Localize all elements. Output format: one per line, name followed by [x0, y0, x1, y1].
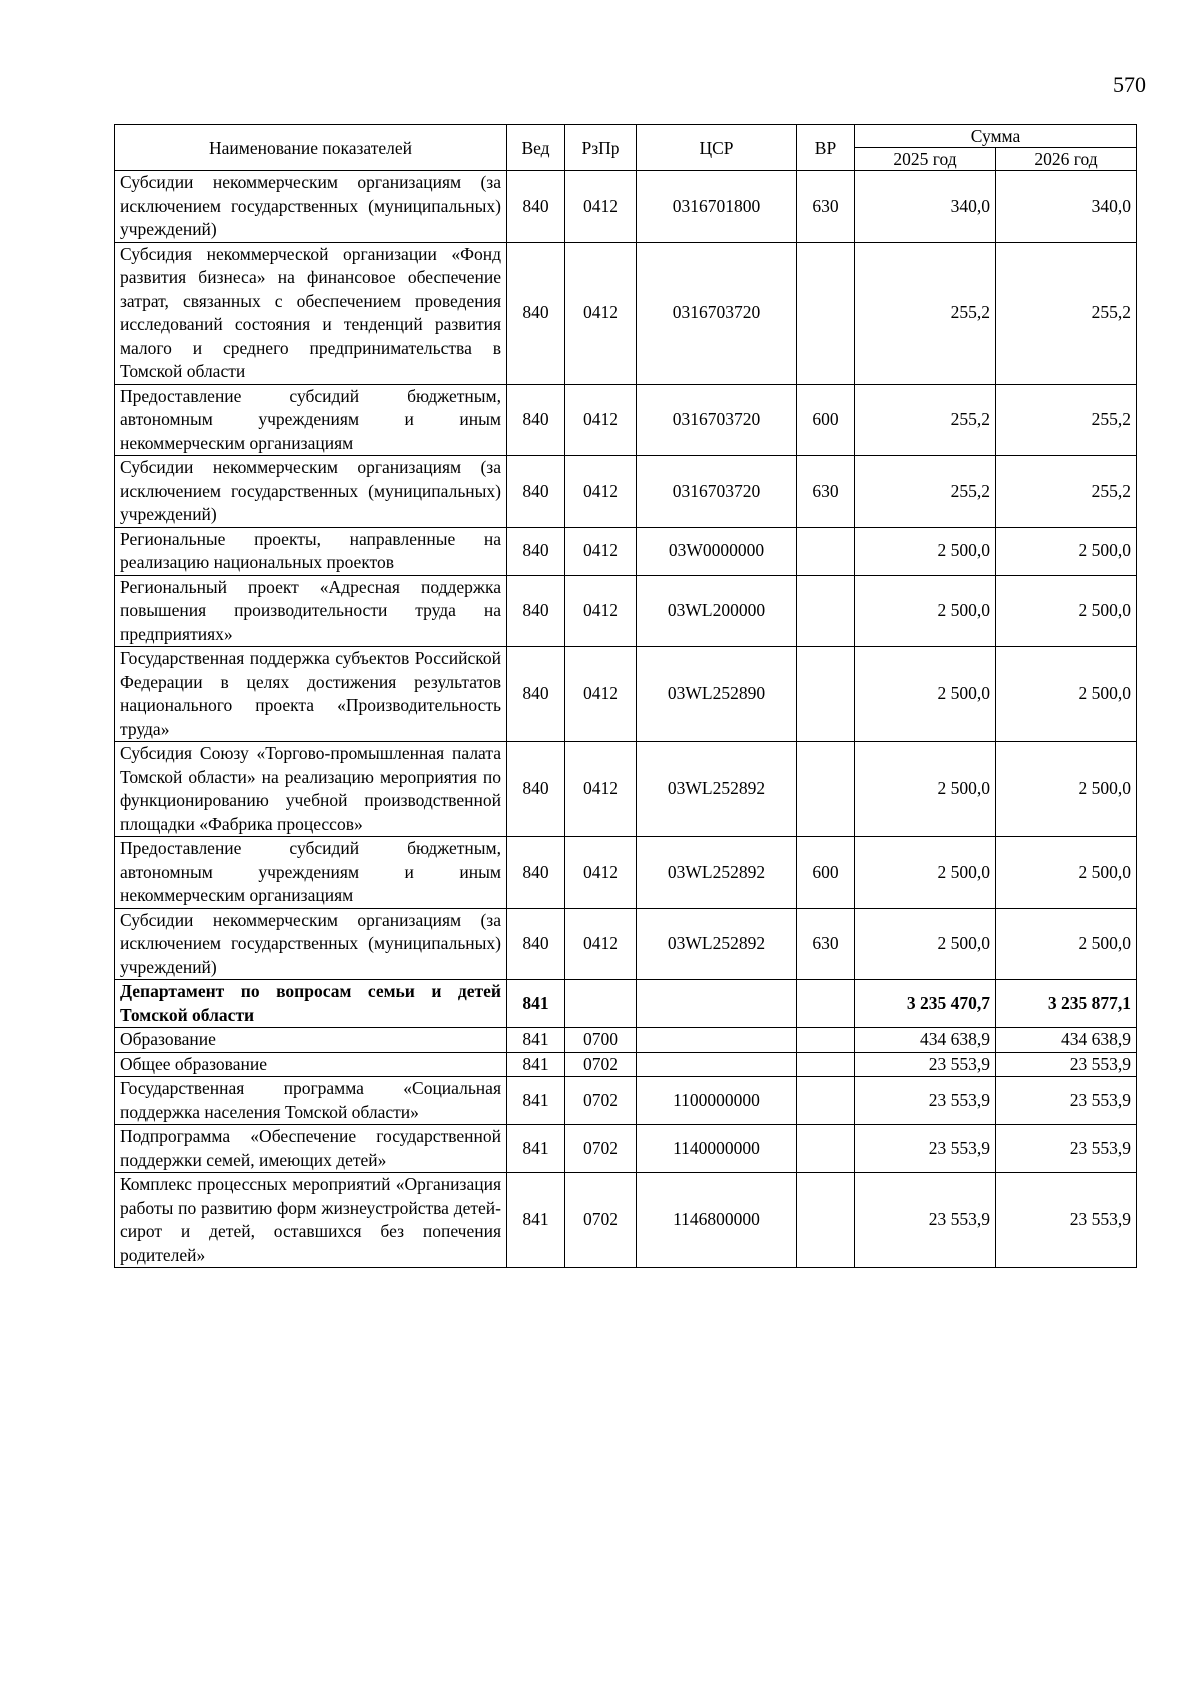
cell-ved: 841 — [507, 1173, 565, 1268]
table-row — [115, 647, 1137, 742]
cell-sum-2025: 255,2 — [855, 384, 996, 456]
cell-csr: 03WL252890 — [637, 647, 797, 742]
cell-sum-2025: 434 638,9 — [855, 1028, 996, 1053]
cell-vr — [797, 575, 855, 647]
cell-csr: 1140000000 — [637, 1125, 797, 1173]
table-body — [115, 171, 1137, 1268]
cell-sum-2025: 23 553,9 — [855, 1173, 996, 1268]
table-row — [115, 980, 1137, 1028]
cell-rzpr: 0412 — [565, 575, 637, 647]
cell-sum-2026: 23 553,9 — [996, 1077, 1137, 1125]
table-row — [115, 1077, 1137, 1125]
cell-name: Субсидия Союзу «Торгово-промышленная палата Томской области» на реализацию мероприятия по функционированию учебной производственной площадки «Фабрика процессов» — [115, 742, 507, 837]
cell-csr: 03WL252892 — [637, 908, 797, 980]
cell-name: Государственная поддержка субъектов Российской Федерации в целях достижения результатов национального проекта «Производительность труда» — [115, 647, 507, 742]
cell-sum-2026: 2 500,0 — [996, 647, 1137, 742]
cell-vr — [797, 242, 855, 384]
cell-rzpr: 0412 — [565, 384, 637, 456]
cell-rzpr: 0412 — [565, 242, 637, 384]
cell-name: Общее образование — [115, 1052, 507, 1077]
header-vr: ВР — [797, 125, 855, 171]
header-sum: Сумма — [855, 125, 1137, 148]
cell-csr: 0316703720 — [637, 456, 797, 528]
cell-rzpr: 0412 — [565, 742, 637, 837]
cell-rzpr: 0412 — [565, 456, 637, 528]
cell-ved: 840 — [507, 647, 565, 742]
cell-sum-2026: 2 500,0 — [996, 575, 1137, 647]
cell-rzpr: 0412 — [565, 837, 637, 909]
cell-vr: 600 — [797, 384, 855, 456]
header-rzpr: РзПр — [565, 125, 637, 171]
cell-sum-2025: 2 500,0 — [855, 908, 996, 980]
table-row — [115, 1052, 1137, 1077]
cell-ved: 841 — [507, 980, 565, 1028]
cell-ved: 840 — [507, 908, 565, 980]
table-row — [115, 384, 1137, 456]
cell-sum-2026: 3 235 877,1 — [996, 980, 1137, 1028]
table-row — [115, 908, 1137, 980]
cell-sum-2025: 2 500,0 — [855, 527, 996, 575]
cell-name: Региональные проекты, направленные на реализацию национальных проектов — [115, 527, 507, 575]
cell-name: Субсидия некоммерческой организации «Фонд развития бизнеса» на финансовое обеспечение затрат, связанных с обеспечением проведения исследований состояния и тенденций развития малого и среднего предпринимательства в Томской области — [115, 242, 507, 384]
cell-ved: 841 — [507, 1125, 565, 1173]
cell-sum-2025: 3 235 470,7 — [855, 980, 996, 1028]
cell-rzpr: 0412 — [565, 647, 637, 742]
cell-sum-2026: 23 553,9 — [996, 1125, 1137, 1173]
cell-sum-2026: 2 500,0 — [996, 837, 1137, 909]
cell-ved: 840 — [507, 527, 565, 575]
table-row — [115, 171, 1137, 243]
cell-sum-2026: 434 638,9 — [996, 1028, 1137, 1053]
cell-sum-2026: 23 553,9 — [996, 1173, 1137, 1268]
cell-ved: 841 — [507, 1052, 565, 1077]
cell-name: Предоставление субсидий бюджетным, автономным учреждениям и иным некоммерческим организациям — [115, 837, 507, 909]
cell-rzpr: 0700 — [565, 1028, 637, 1053]
table-header — [115, 125, 1137, 171]
cell-csr: 0316703720 — [637, 384, 797, 456]
cell-name: Комплекс процессных мероприятий «Организация работы по развитию форм жизнеустройства детей-сирот и детей, оставшихся без попечения родителей» — [115, 1173, 507, 1268]
cell-csr: 0316703720 — [637, 242, 797, 384]
cell-rzpr: 0702 — [565, 1077, 637, 1125]
cell-vr — [797, 980, 855, 1028]
cell-sum-2025: 2 500,0 — [855, 647, 996, 742]
cell-csr: 03WL252892 — [637, 837, 797, 909]
cell-name: Департамент по вопросам семьи и детей Томской области — [115, 980, 507, 1028]
cell-csr — [637, 980, 797, 1028]
cell-csr: 1146800000 — [637, 1173, 797, 1268]
cell-name: Предоставление субсидий бюджетным, автономным учреждениям и иным некоммерческим организациям — [115, 384, 507, 456]
cell-csr — [637, 1028, 797, 1053]
cell-vr — [797, 1028, 855, 1053]
cell-vr — [797, 1052, 855, 1077]
cell-name: Государственная программа «Социальная поддержка населения Томской области» — [115, 1077, 507, 1125]
table-row — [115, 575, 1137, 647]
table-row — [115, 242, 1137, 384]
cell-sum-2026: 340,0 — [996, 171, 1137, 243]
cell-sum-2025: 23 553,9 — [855, 1077, 996, 1125]
cell-sum-2025: 2 500,0 — [855, 742, 996, 837]
cell-csr: 03W0000000 — [637, 527, 797, 575]
page-number: 570 — [1113, 72, 1146, 97]
cell-sum-2026: 255,2 — [996, 384, 1137, 456]
cell-sum-2026: 23 553,9 — [996, 1052, 1137, 1077]
cell-rzpr: 0702 — [565, 1173, 637, 1268]
cell-vr: 630 — [797, 908, 855, 980]
cell-vr — [797, 1173, 855, 1268]
cell-ved: 840 — [507, 456, 565, 528]
cell-vr — [797, 647, 855, 742]
table-row — [115, 456, 1137, 528]
cell-sum-2026: 255,2 — [996, 456, 1137, 528]
cell-name: Субсидии некоммерческим организациям (за исключением государственных (муниципальных) учреждений) — [115, 171, 507, 243]
cell-csr: 1100000000 — [637, 1077, 797, 1125]
cell-rzpr: 0412 — [565, 527, 637, 575]
table-row — [115, 837, 1137, 909]
cell-ved: 840 — [507, 742, 565, 837]
cell-rzpr — [565, 980, 637, 1028]
cell-name: Региональный проект «Адресная поддержка повышения производительности труда на предприятиях» — [115, 575, 507, 647]
header-ved: Вед — [507, 125, 565, 171]
cell-sum-2026: 2 500,0 — [996, 527, 1137, 575]
cell-ved: 840 — [507, 242, 565, 384]
header-name: Наименование показателей — [115, 125, 507, 171]
cell-rzpr: 0412 — [565, 908, 637, 980]
cell-name: Субсидии некоммерческим организациям (за исключением государственных (муниципальных) учреждений) — [115, 456, 507, 528]
cell-name: Субсидии некоммерческим организациям (за исключением государственных (муниципальных) учреждений) — [115, 908, 507, 980]
cell-sum-2025: 2 500,0 — [855, 837, 996, 909]
cell-ved: 841 — [507, 1077, 565, 1125]
cell-ved: 840 — [507, 837, 565, 909]
cell-csr: 03WL252892 — [637, 742, 797, 837]
budget-table — [114, 124, 1137, 1268]
cell-csr — [637, 1052, 797, 1077]
cell-rzpr: 0412 — [565, 171, 637, 243]
cell-sum-2026: 255,2 — [996, 242, 1137, 384]
header-csr: ЦСР — [637, 125, 797, 171]
header-year-2026: 2026 год — [996, 148, 1137, 171]
cell-name: Подпрограмма «Обеспечение государственной поддержки семей, имеющих детей» — [115, 1125, 507, 1173]
cell-vr: 600 — [797, 837, 855, 909]
cell-rzpr: 0702 — [565, 1052, 637, 1077]
table-row — [115, 1125, 1137, 1173]
cell-sum-2025: 23 553,9 — [855, 1052, 996, 1077]
table-row — [115, 1028, 1137, 1053]
cell-vr: 630 — [797, 456, 855, 528]
cell-sum-2026: 2 500,0 — [996, 908, 1137, 980]
cell-vr: 630 — [797, 171, 855, 243]
cell-sum-2025: 23 553,9 — [855, 1125, 996, 1173]
cell-vr — [797, 742, 855, 837]
cell-sum-2025: 255,2 — [855, 456, 996, 528]
table-row — [115, 1173, 1137, 1268]
cell-csr: 0316701800 — [637, 171, 797, 243]
table-row — [115, 742, 1137, 837]
header-year-2025: 2025 год — [855, 148, 996, 171]
cell-ved: 840 — [507, 171, 565, 243]
cell-rzpr: 0702 — [565, 1125, 637, 1173]
cell-vr — [797, 527, 855, 575]
cell-sum-2025: 255,2 — [855, 242, 996, 384]
cell-name: Образование — [115, 1028, 507, 1053]
cell-ved: 840 — [507, 575, 565, 647]
cell-vr — [797, 1125, 855, 1173]
cell-vr — [797, 1077, 855, 1125]
cell-ved: 840 — [507, 384, 565, 456]
cell-sum-2026: 2 500,0 — [996, 742, 1137, 837]
table-row — [115, 527, 1137, 575]
cell-sum-2025: 2 500,0 — [855, 575, 996, 647]
cell-sum-2025: 340,0 — [855, 171, 996, 243]
cell-ved: 841 — [507, 1028, 565, 1053]
cell-csr: 03WL200000 — [637, 575, 797, 647]
